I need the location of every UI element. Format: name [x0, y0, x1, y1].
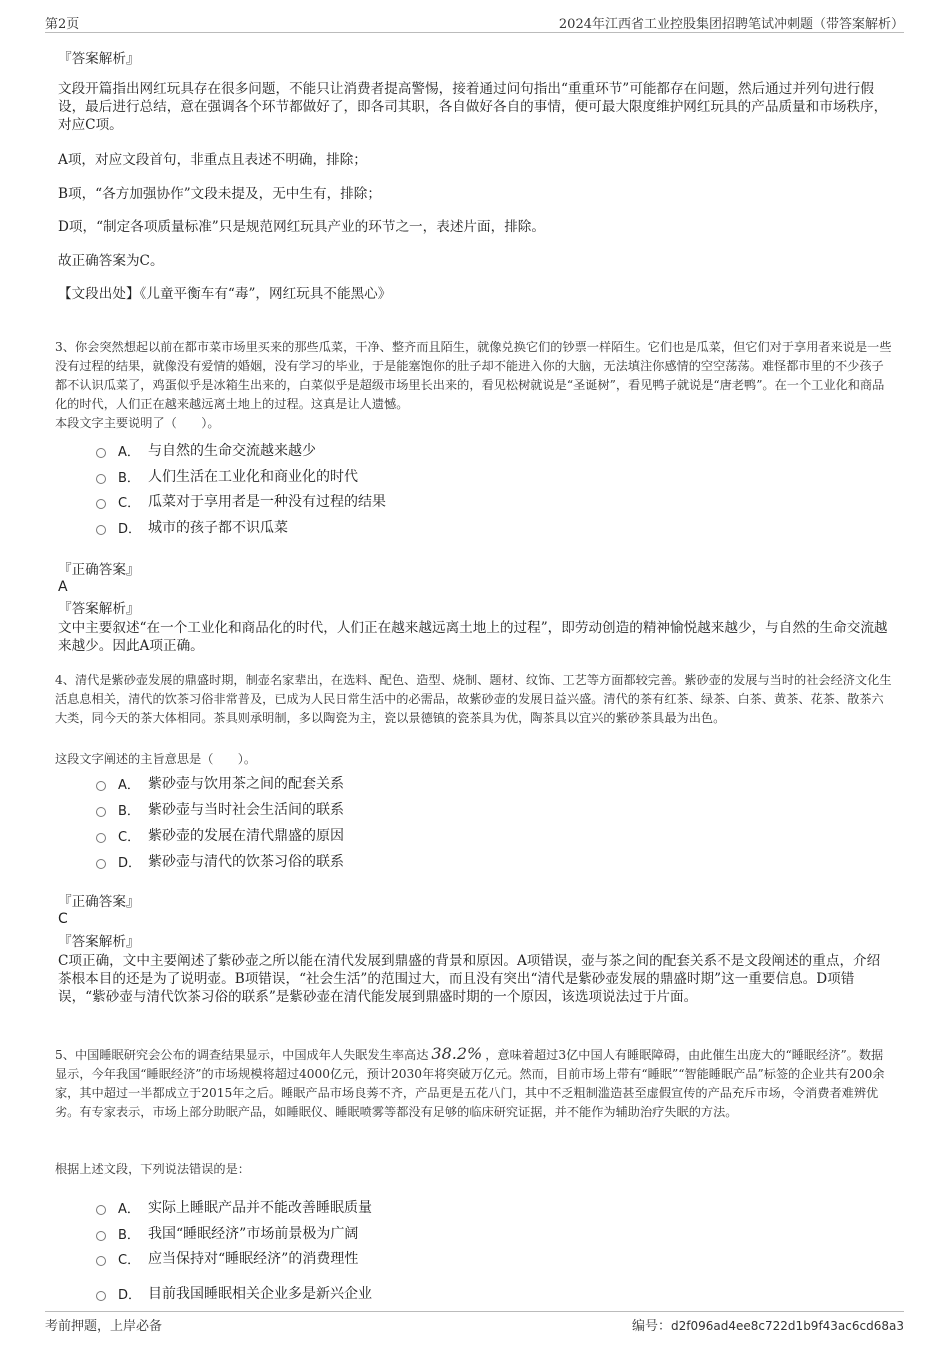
- q5-question: 根据上述文段，下列说法错误的是：: [55, 1162, 250, 1176]
- q3-option-c[interactable]: C． 瓜菜对于享用者是一种没有过程的结果: [96, 491, 386, 511]
- q5-option-c[interactable]: C． 应当保持对“睡眠经济”的消费理性: [96, 1248, 358, 1268]
- q3-answer-label: 『正确答案』: [58, 562, 140, 578]
- radio-icon[interactable]: [96, 1231, 106, 1241]
- q2-analysis-text: 文段开篇指出网红玩具存在很多问题，不能只让消费者提高警惕，接着通过问句指出“重重环节”可能都存在问题，然后通过并列句进行假设，最后进行总结，意在强调各个环节都做好了，即各司其职，各自做好各自的事情，便可最大限度维护网红玩具的产品质量和市场秩序，对应C项。: [58, 81, 888, 133]
- q4-option-b[interactable]: B． 紫砂壶与当时社会生活间的联系: [96, 799, 344, 819]
- radio-icon[interactable]: [96, 859, 106, 869]
- header-divider: [45, 32, 904, 33]
- q2-option-a-note: A项，对应文段首句，非重点且表述不明确，排除；: [58, 152, 367, 168]
- q3-analysis-label: 『答案解析』: [58, 601, 140, 617]
- q4-option-c[interactable]: C． 紫砂壶的发展在清代鼎盛的原因: [96, 825, 344, 845]
- radio-icon[interactable]: [96, 807, 106, 817]
- radio-icon[interactable]: [96, 781, 106, 791]
- q4-question: 这段文字阐述的主旨意思是（ ）。: [55, 752, 257, 766]
- q4-analysis-text: C项正确，文中主要阐述了紫砂壶之所以能在清代发展到鼎盛的背景和原因。A项错误，壶与茶之间的配套关系不是文段阐述的重点，介绍茶根本目的还是为了说明壶。B项错误，“社会生活”的范围过大，而且没有突出“清代是紫砂壶发展的鼎盛时期”这一重要信息。D项错误，“紫砂壶与清代饮茶习俗的联系”是紫砂壶在清代能发展到鼎盛时期的一个原因，该选项说法过于片面。: [58, 953, 881, 1005]
- document-title: 2024年江西省工业控股集团招聘笔试冲刺题（带答案解析）: [558, 17, 904, 32]
- radio-icon[interactable]: [96, 474, 106, 484]
- q4-analysis-label: 『答案解析』: [58, 934, 140, 950]
- q3-analysis-text: 文中主要叙述“在一个工业化和商品化的时代，人们正在越来越远离土地上的过程”，即劳动创造的精神愉悦越来越少，与自然的生命交流越来越少。因此A项正确。: [58, 620, 888, 654]
- q2-analysis-label: 『答案解析』: [58, 51, 140, 67]
- q2-option-d-note: D项，“制定各项质量标准”只是规范网红玩具产业的环节之一，表述片面，排除。: [58, 219, 545, 235]
- q2-source: 【文段出处】《儿童平衡车有“毒”，网红玩具不能黑心》: [58, 286, 392, 302]
- radio-icon[interactable]: [96, 525, 106, 535]
- radio-icon[interactable]: [96, 499, 106, 509]
- q3-question: 本段文字主要说明了（ ）。: [55, 416, 220, 430]
- q4-passage: 4、清代是紫砂壶发展的鼎盛时期，制壶名家辈出，在选料、配色、造型、烧制、题材、纹饰、工艺等方面都较完善。紫砂壶的发展与当时的社会经济文化生活息息相关，清代的饮茶习俗非常普及，已成为人民日常生活中的必需品，故紫砂壶的发展日益兴盛。清代的茶有红茶、绿茶、白茶、黄茶、花茶、散茶六大类，同今天的茶大体相同。茶具则承明制，多以陶瓷为主，瓷以景德镇的瓷茶具为优，陶茶具以宜兴的紫砂茶具最为出色。: [55, 673, 892, 725]
- q5-option-a[interactable]: A． 实际上睡眠产品并不能改善睡眠质量: [96, 1197, 372, 1217]
- radio-icon[interactable]: [96, 1291, 106, 1301]
- page-number: 第2页: [45, 17, 80, 32]
- q4-option-d[interactable]: D． 紫砂壶与清代的饮茶习俗的联系: [96, 851, 344, 871]
- q3-option-d[interactable]: D． 城市的孩子都不识瓜菜: [96, 517, 288, 537]
- footer-slogan: 考前押题，上岸必备: [45, 1319, 163, 1334]
- q5-option-b[interactable]: B． 我国“睡眠经济”市场前景极为广阔: [96, 1223, 358, 1243]
- q4-option-a[interactable]: A． 紫砂壶与饮用茶之间的配套关系: [96, 773, 344, 793]
- q5-passage: 5、中国睡眠研究会公布的调查结果显示，中国成年人失眠发生率高达 38.2% ，意味着超过3亿中国人有睡眠障碍，由此催生出庞大的“睡眠经济”。数据显示，今年我国“睡眠经济”的市场规模将超过4000亿元，预计2030年将突破万亿元。然而，目前市场上带有“睡眠”“智能睡眠产品”标签的企业共有200余家，其中超过一半都成立于2015年之后。睡眠产品市场良莠不齐，产品更是五花八门，其中不乏粗制滥造甚至虚假宣传的产品充斥市场，令消费者难辨优劣。有专家表示，市场上部分助眠产品，如睡眠仪、睡眠喷雾等都没有足够的临床研究证据，并不能作为辅助治疗失眠的方法。: [55, 1044, 885, 1119]
- radio-icon[interactable]: [96, 448, 106, 458]
- footer-code: 编号：d2f096ad4ee8c722d1b9f43ac6cd68a3: [632, 1319, 904, 1334]
- footer-divider: [45, 1311, 904, 1312]
- q2-conclusion: 故正确答案为C。: [58, 253, 164, 269]
- q5-option-d[interactable]: D． 目前我国睡眠相关企业多是新兴企业: [96, 1283, 372, 1303]
- q3-option-a[interactable]: A． 与自然的生命交流越来越少: [96, 440, 316, 460]
- q3-option-b[interactable]: B． 人们生活在工业化和商业化的时代: [96, 466, 358, 486]
- insomnia-rate: 38.2%: [431, 1044, 483, 1063]
- q3-passage: 3、你会突然想起以前在都市菜市场里买来的那些瓜菜，干净、整齐而且陌生，就像兑换它们的钞票一样陌生。它们也是瓜菜，但它们对于享用者来说是一些没有过程的结果，就像没有爱情的婚姻，没有学习的毕业，于是能塞饱你的肚子却不能进入你的大脑，无法填注你感情的空空荡荡。难怪都市里的不少孩子都不认识瓜菜了，鸡蛋似乎是冰箱生出来的，白菜似乎是超级市场里长出来的，看见松树就说是“圣诞树”，看见鸭子就说是“唐老鸭”。在一个工业化和商品化的时代，人们正在越来越远离土地上的过程。这真是让人遗憾。: [55, 340, 892, 411]
- radio-icon[interactable]: [96, 833, 106, 843]
- q4-answer: C: [58, 911, 68, 927]
- radio-icon[interactable]: [96, 1256, 106, 1266]
- q4-answer-label: 『正确答案』: [58, 894, 140, 910]
- q3-answer: A: [58, 579, 68, 595]
- q2-option-b-note: B项，“各方加强协作”文段未提及，无中生有，排除；: [58, 186, 381, 202]
- radio-icon[interactable]: [96, 1205, 106, 1215]
